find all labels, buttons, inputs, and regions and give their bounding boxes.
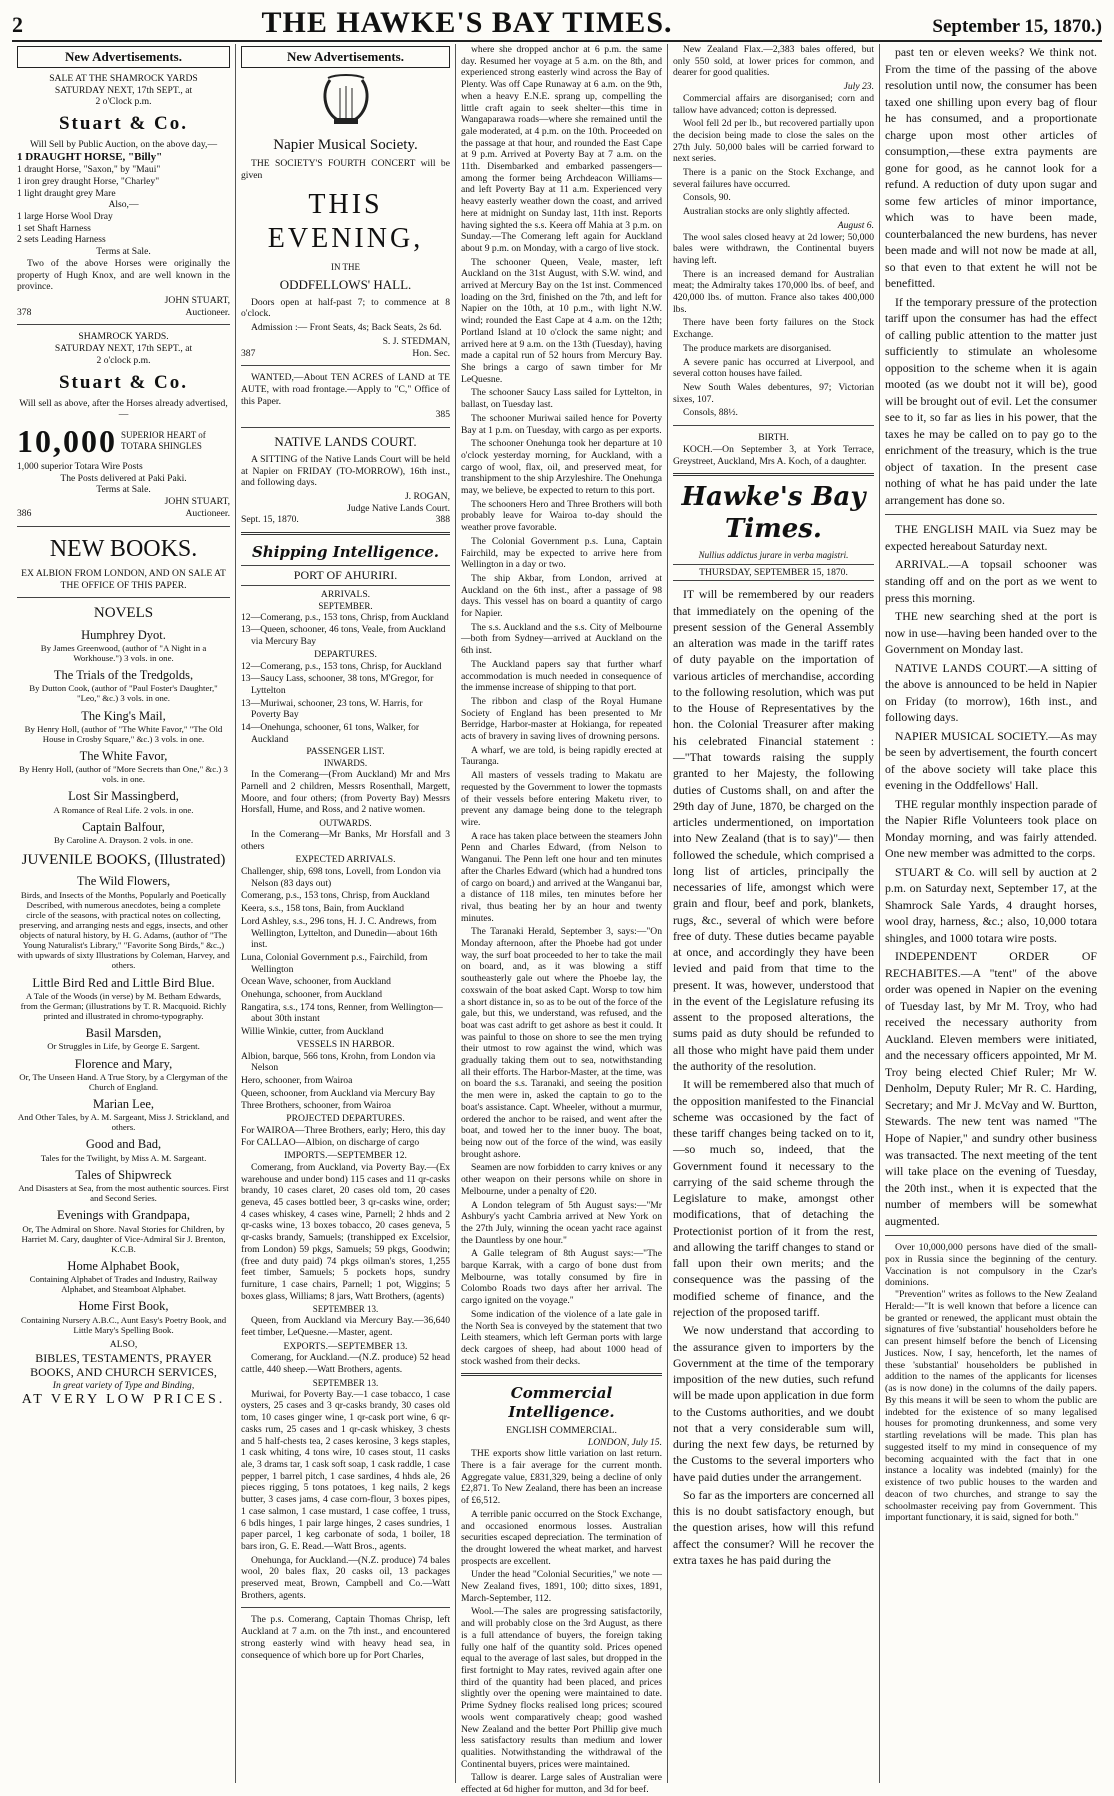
- ad-terms: Terms at Sale.: [96, 484, 151, 496]
- column-3: [456, 44, 668, 1796]
- book-desc: By Dutton Cook, (author of "Paul Foster's Daughter," "Leo," &c.) 3 vols. in one.: [29, 683, 218, 704]
- muriwai-text: Muriwai, for Poverty Bay.—1 case tobacco, 1 case oysters, 25 cases and 3 qr-casks brandy, 30 cases old tom, 10 cases ginger wine, 1 qr-cask port wine, 6 qr-casks rum, 25 cases and 1 qr-cask whiskey, 3 chests and 5 half-chests tea, 2 cases kerosine, 3 kegs staples, 1 cask whiting, 4 tons wire, 10 cases stout, 11 casks ale, 3 drams tar, 1 cask soft soap, 1 cask raddle, 1 case pepper, 1 barrel pitch, 1 case sardines, 4 hhds ale, 26 pieces rigging, 5 tons potatoes, 1 keg nails, 2 kegs butter, 3 cases jams, 4 case corn-flour, 3 boxes pipes, 1 case salmon, 1 case mustard, 1 case coffee, 1 truss, 6 bdls hinges, 1 pair large hinges, 2 cases sundries, 1 paper parcel, 1 keg carbonate of soda, 1 boiler, 18 bars iron, G. E. Read.—Watt Bros., agents.: [241, 1388, 450, 1552]
- news-item: ARRIVAL.—A topsail schooner was standing off and on the port as we went to press this morning.: [885, 557, 1097, 605]
- projected-head: PROJECTED DEPARTURES.: [286, 1113, 405, 1125]
- paragraph: The schooner Saucy Lass sailed for Lyttelton, in ballast, on Tuesday last.: [461, 387, 662, 411]
- book-title: The Wild Flowers,: [76, 874, 171, 889]
- book-desc: Containing Alphabet of Trades and Industry, Railway Alphabet, and Steamboat Alphabet.: [29, 1274, 218, 1295]
- imports-text: Comerang, from Auckland, via Poverty Bay.—(Ex warehouse and under bond) 115 cases and 11 qr-casks brandy, 10 cases claret, 20 cases old tom, 20 cases geneva, 45 cases bottled beer, 3 qr-casks wine, order; 4 cases whiskey, 4 cases wine, Parnell; 2 hhds and 2 qr-casks wine, 13 boxes tobacco, 20 cases geneva, 5 qr-casks brandy, Samuels; (transhipped ex Excelsior, from London) 59 pkgs, Samuels; 59 pkgs, Goodwin; (free and duty paid) 74 pkgs oilman's stores, 1,255 feet timber, Samuels; 5 pockets hops, sundry furniture, 1 case chairs, Parnell; 1 pot, Wiggins; 5 boxes glass, Williams; 8 jars, Watt Brothers, (agents): [241, 1161, 450, 1302]
- ad-time: 2 o'clock p.m.: [96, 354, 151, 366]
- paragraph: It will be remembered also that much of the opposition manifested to the Financial scheme was occasioned by the fact of these tariff changes being tacked on to it,—so much so, indeed, that the Government found it necessary to the carrying of the said scheme through the Legislature to make, amongst other modifications, that of detaching the Protectionist portion of it from the rest, and allowing the tariff changes to stand or fall upon their own merits; and the consequence was the passing of the modified scheme of finance, and the rejection of the proposed tariff.: [673, 1077, 874, 1319]
- list-item: Three Brothers, schooner, from Wairoa: [241, 1100, 391, 1112]
- paragraph: A race has taken place between the steamers John Penn and Charles Edward, (from Nelson to Wanganui. The Penn left one hour and ten minutes after the Charles Edward (which had a hundred tons of cargo on board,) and arrived at the Wanganui bar, a distance of 118 miles, ten minutes before her rival, thus beating her by an hour and twenty minutes.: [461, 830, 662, 924]
- paragraph: A wharf, we are told, is being rapidly erected at Tauranga.: [461, 744, 662, 768]
- paragraph: The schooner Muriwai sailed hence for Poverty Bay at 1 p.m. on Tuesday, with cargo as per exports.: [461, 412, 662, 436]
- paragraph: We now understand that according to the assurance given to importers by the Government at the time of the temporary imposition of the new duties, such refund will be made upon application in due form to the Customs authorities, and we doubt not that a very considerable sum will, during the next few days, be returned by the Customs to the several importers who have paid duties under the arrangement.: [673, 1323, 874, 1484]
- firm-name: Stuart & Co.: [58, 371, 189, 393]
- paragraph: The schooner Onehunga took her departure at 10 o'clock yesterday morning, for Auckland, with a cargo of wool, flax, oil, and preserved meat, for transhipment to the ship Arzyleshire. The Onehunga may, we believe, be expected to return to this port.: [461, 438, 662, 497]
- birth-notice: KOCH.—On September 3, at York Terrace, Greystreet, Auckland, Mrs A. Koch, of a daughter.: [673, 443, 874, 467]
- book-desc: Birds, and Insects of the Months, Popularly and Poetically Described, with numerous anecdotes, being a complete circle of the seasons, with practical notes on collecting, preserving, and arranging nests and eggs, insects, and other objects of natural history, by H. G. Adams, (author of "The Young Naturalist's Library," "Favorite Song Birds," &c.,) with upwards of sixty Illustrations by Coleman, Harvey, and others.: [17, 889, 230, 971]
- list-item: 1 DRAUGHT HORSE, "Billy": [17, 150, 163, 163]
- paragraph: New Zealand Flax.—2,383 bales offered, but only 550 sold, at lower prices for common, and dearer for good qualities.: [673, 44, 874, 79]
- ad-role: Hon. Sec.: [412, 347, 450, 359]
- music-hall: ODDFELLOWS' HALL.: [279, 276, 412, 292]
- paragraph: All masters of vessels trading to Makatu are requested by the Government to lower the topmasts of their vessels before entering Maketu river, to prevent any damage being done to the telegraph wire.: [461, 770, 662, 828]
- ad-also: Also,—: [108, 199, 139, 211]
- ad-role: Judge Native Lands Court.: [347, 502, 450, 514]
- outwards-head: OUTWARDS.: [319, 817, 372, 828]
- book-title: Humphrey Dyot.: [81, 627, 166, 642]
- ad-when: SATURDAY NEXT, 17th SEPT., at: [54, 84, 193, 96]
- paragraph: Wool.—The sales are progressing satisfactorily, and will probably close on the 3rd August, as there is a full attendance of buyers, the foreign taking fully one half of the quantity sold. Prices opened equal to the average of last sales, but dropped in the first fortnight to May rates, revived again after one third of the quantity had been placed, and prices slightly over the opening were maintained to date. Prime Sydney flocks realised long prices; scoured wools went comparatively cheap; good washed New Zealand and the better Port Phillip give much less satisfactory results than medium and lower qualities. Notwithstanding the withdrawal of the Continental buyers, prices were maintained.: [461, 1606, 662, 1770]
- column-1: [12, 44, 236, 1783]
- london-date: LONDON, July 15.: [587, 1436, 662, 1448]
- exports-text: Comerang, for Auckland.—(N.Z. produce) 52 head cattle, 440 sheep.—Watt Brothers, agents.: [241, 1352, 450, 1376]
- firm-name: Stuart & Co.: [58, 112, 189, 134]
- music-doors: Doors open at half-past 7; to commence at 8 o'clock.: [241, 296, 450, 320]
- list-item: 1 large Horse Wool Dray: [17, 211, 113, 223]
- book-title: Little Bird Red and Little Bird Blue.: [32, 975, 215, 990]
- columns: [12, 44, 1102, 1796]
- ad-terms: Terms at Sale.: [96, 246, 151, 258]
- list-item: 13—Saucy Lass, schooner, 38 tons, M'Gregor, for Lyttelton: [241, 673, 434, 696]
- paragraph: Over 10,000,000 persons have died of the small-pox in Russia since the beginning of the century. Vaccination is not compulsory in the Czar's dominions.: [885, 1242, 1097, 1289]
- ad-signer: J. ROGAN,: [404, 491, 450, 502]
- book-desc: Or, The Admiral on Shore. Naval Stories for Children, by Harriet M. Cary, daughter of Vice-Admiral Sir J. Brenton, K.C.B.: [21, 1223, 226, 1254]
- paragraph: A severe panic has occurred at Liverpool, and several cotton houses have failed.: [673, 356, 874, 380]
- issue-date: September 15, 1870.): [932, 16, 1102, 37]
- english-head: ENGLISH COMMERCIAL.: [506, 1424, 617, 1436]
- book-title: Home First Book,: [78, 1299, 169, 1314]
- music-admission: Admission :— Front Seats, 4s; Back Seats, 2s 6d.: [251, 322, 442, 334]
- novels-list: [17, 628, 230, 846]
- ad-note: Two of the above Horses were originally the property of Hugh Knox, and are well known in the province.: [17, 257, 230, 293]
- editorial-flag: Hawke's Bay Times.: [681, 482, 866, 544]
- departures-head: DEPARTURES.: [314, 648, 377, 660]
- inwards-head: INWARDS.: [323, 758, 368, 769]
- birth-head: BIRTH.: [758, 432, 789, 444]
- book-desc: By Henry Holl, (author of "The White Favor," "The Old House in Crosby Square," &c.) 3 vols. in one.: [24, 723, 223, 744]
- paragraph: The produce markets are disorganised.: [683, 342, 832, 354]
- wanted-ad: [241, 372, 450, 421]
- book-title: Evenings with Grandpapa,: [57, 1208, 190, 1223]
- books-also: ALSO,: [109, 1338, 138, 1350]
- books-variety: In great variety of Type and Binding,: [52, 1379, 195, 1391]
- arrivals-head: ARRIVALS.: [320, 589, 371, 601]
- book-title: Lost Sir Massingberd,: [68, 789, 179, 804]
- book-title: Captain Balfour,: [82, 819, 165, 834]
- editorial: [673, 586, 874, 1568]
- paragraph: Wool fell 2d per lb., but recovered partially upon the decision being made to close the sales on the 27th July. 50,000 bales will be carried forward to next series.: [673, 118, 874, 165]
- expected-list: [241, 866, 450, 1038]
- imports-head: IMPORTS.—SEPTEMBER 12.: [284, 1150, 407, 1162]
- list-item: Challenger, ship, 698 tons, Lovell, from London via Nelson (83 days out): [241, 866, 441, 889]
- list-item: 1 iron grey draught Horse, "Charley": [17, 175, 160, 187]
- news-item: STUART & Co. will sell by auction at 2 p.m. on Saturday next, September 17, at the Shamrock Sale Yards, 4 draught horses, wool dray, harness, &c.; also, 10,000 totara shingles, and 1000 totara wire posts.: [885, 864, 1097, 945]
- court-title: NATIVE LANDS COURT.: [274, 434, 417, 450]
- novels-heading: NOVELS: [93, 605, 154, 622]
- book-title: The Trials of the Tredgolds,: [53, 668, 194, 683]
- column-2: [236, 44, 456, 1783]
- music-in-the: IN THE: [330, 261, 361, 272]
- news-item: INDEPENDENT ORDER OF RECHABITES.—A "tent" of the above order was opened in Napier on the evening of Tuesday last, by Mr M. Troy, who had received the necessary authority from Auckland. Eleven members were initiated, and the necessary officers appointed, Mr M. Troy being elected Chief Ruler; Mr W. Denholm, Deputy Ruler; Mr R. C. Harding, Secretary; and Mr J. McVay and W. Burtton, Stewards. The new tent was named "The Hope of Napier," and sundry other business was transacted. The next meeting of the tent will take place on the evening of Tuesday, the 20th inst., when it is expected that the number of members will be somewhat augmented.: [885, 949, 1097, 1228]
- ad-title: SALE AT THE SHAMROCK YARDS: [49, 72, 198, 84]
- paragraph: IT will be remembered by our readers that immediately on the opening of the present session of the General Assembly an alteration was made in the tariff rates of duty payable on the importation of various articles of merchandise, according to the following resolution, which was put to the House of Representatives by the hon. the Colonial Treasurer after making his celebrated Financial statement :—"That towards raising the supply granted to her Majesty, the following duties of Customs shall, on and after the 29th day of June, 1870, be charged on the articles undermentioned, on importation into New Zealand (that is to say)"— then followed the schedule, which comprised a long list of articles, principally the necessaries of life, amongst which were grain and flour, beef and pork, blankets, rugs, &c., several of which were before free of duty. These duties became payable at once, and accordingly they have been levied and paid from that time to the present. It was, however, understood that in the event of the Legislature refusing its assent to the proposed alterations, the sums paid as duty should be refunded to all those who might have paid them under the authority of the resolution.: [673, 587, 874, 1074]
- book-title: The White Favor,: [79, 748, 168, 763]
- ad-time: 2 o'Clock p.m.: [95, 96, 152, 108]
- lyre-icon: [241, 74, 450, 130]
- ad-signer: JOHN STUART,: [164, 294, 230, 306]
- paragraph: "Prevention" writes as follows to the New Zealand Herald:—"It is well known that before a licence can be granted or renewed, the applicant must obtain the signatures of five 'substantial' householders before he can present himself before the bench of Licensing Justices. Now, I say, henceforth, let the names of these 'substantial' householders be published in addition to the names of the applicants for licenses (as is now done) in the columns of the daily papers. By this means it will be seen to whom the public are indebted for the existence of so many legalised houses for promoting drunkenness, and some very startling revelations will be made. This plan has suggested itself to my mind in consequence of my becoming acquainted with the fact that in one instance a locality was indebted (mainly) for the existence of two public houses to the warden and deacon of two churches, and strange to say the schoolmaster receiving pay from Government. This important functionary, it is said, signed for both.": [885, 1289, 1097, 1524]
- book-desc: Containing Nursery A.B.C., Aunt Easy's Poetry Book, and Little Mary's Spelling Book.: [20, 1314, 227, 1335]
- paragraph: past ten or eleven weeks? We think not. From the time of the passing of the above resolution until now, the consumer has been taxed one shilling upon every bag of flour he has consumed, and a proportionate charge upon most other articles of consumption,—these extra payments are gone for good, as he cannot look for a refund. A reduction of duty upon sugar and some few articles of minor importance, which was to have been made, counterbalanced the new burdens, has never been made and will not now be made at all, so that even to that extent he will not be benefitted.: [885, 45, 1097, 291]
- list-item: Albion, barque, 566 tons, Krohn, from London via Nelson: [241, 1050, 436, 1074]
- book-desc: Or Struggles in Life, by George E. Sargent.: [47, 1041, 200, 1052]
- paragraph: Under the head "Colonial Securities," we note —New Zealand fives, 1891, 100; ditto sixes, 1891, March-September, 112.: [461, 1569, 662, 1604]
- books-sub: EX ALBION FROM LONDON, AND ON SALE AT THE OFFICE OF THIS PAPER.: [21, 567, 226, 591]
- ad-role: Auctioneer.: [185, 507, 230, 519]
- news-item: NATIVE LANDS COURT.—A sitting of the above is announced to be held in Napier on Friday (to morrow), 16th inst., and following days.: [885, 660, 1097, 725]
- outwards-text: In the Comerang—Mr Banks, Mr Horsfall and 3 others: [241, 828, 450, 852]
- list-item: Lord Ashley, s.s., 296 tons, H. J. C. Andrews, from Wellington, Lyttelton, and Dunedin—about 16th inst.: [241, 915, 438, 951]
- book-title: Basil Marsden,: [85, 1026, 162, 1041]
- page-header: [12, 6, 1102, 42]
- paragraph: New South Wales debentures, 97; Victorian sixes, 107.: [673, 381, 874, 405]
- music-title: Napier Musical Society.: [273, 136, 418, 153]
- column-4: [668, 44, 880, 1783]
- list-item: Rangatira, s.s., 174 tons, Renner, from Wellington—about 30th instant: [241, 1001, 443, 1025]
- paragraph: The wool sales closed heavy at 2d lower; 50,000 bales were withdrawn, the Continental buyers having left.: [673, 231, 874, 266]
- paragraph: The schooner Queen, Veale, master, left Auckland on the 31st August, with S.W. wind, and arrived at Mercury Bay on the 1st inst. Commenced loading on the 3rd, finished on the 7th, and left for Napier on the 10th, at 10 p.m., with light N.W. wind; rounded the East Cape at 4 a.m. on the 12th; Portland Island at 10 o'clock the same night; and arrived here at 9 a.m. on the 13th (Tuesday), having made a capital run of 52 hours from Mercury Bay. She brings a cargo of sawn timber for Mr LeQuesne.: [461, 256, 662, 385]
- masthead: THE HAWKE'S BAY TIMES.: [261, 6, 673, 39]
- list-item: 1 draught Horse, "Saxon," by "Maui": [17, 164, 161, 176]
- motto: Nullius addictus jurare in verba magistri.: [698, 549, 849, 560]
- list-item: Luna, Colonial Government p.s., Fairchild, from Wellington: [241, 951, 428, 975]
- list-item: Keera, s.s., 158 tons, Bain, from Auckland: [241, 903, 405, 915]
- paragraph: Consols, 90.: [683, 192, 731, 204]
- commercial-title: Commercial Intelligence.: [508, 1384, 615, 1421]
- paragraph: A Galle telegram of 8th August says:—"The barque Karrak, with a cargo of bone dust from Melbourne, was totally consumed by fire in Colombo Roads two days after her arrival. The cargo ignited on the voyage.": [461, 1248, 662, 1307]
- paragraph: A terrible panic occurred on the Stock Exchange, and occasioned enormous losses. Australian securities escaped depreciation. The termination of the drought lowered the wheat market, and harvest prospects are excellent.: [461, 1508, 662, 1567]
- book-desc: A Romance of Real Life. 2 vols. in one.: [53, 804, 194, 815]
- paragraph: There is a panic on the Stock Exchange, and several failures have occurred.: [673, 167, 874, 190]
- book-title: Good and Bad,: [85, 1137, 162, 1152]
- book-desc: By Caroline A. Drayson. 2 vols. in one.: [53, 835, 194, 846]
- list-item: Comerang, p.s., 153 tons, Chrisp, from Auckland: [241, 890, 430, 902]
- paragraph: THE exports show little variation on last return. There is a fair average for the current month. Aggregate value, £831,329, being a decline of only £2,871. To New Zealand, there has been an increase of £6,512.: [461, 1448, 662, 1507]
- sept13-head: SEPTEMBER 13.: [312, 1304, 379, 1315]
- news-item: THE ENGLISH MAIL via Suez may be expected hereabout Saturday next.: [885, 522, 1097, 553]
- book-title: Marian Lee,: [92, 1096, 155, 1111]
- books-prices: AT VERY LOW PRICES.: [21, 1392, 226, 1408]
- paragraph: If the temporary pressure of the protection tariff upon the consumer has had the effect of calling public attention to the matter just sufficiently to stimulate an wholesome opposition to the scheme when it is again mooted (as we doubt not it will be), good will be brought out of evil. Let the consumer see to it, so far as lies in his power, that the taxes he may be called on to pay go to the enrichment of the treasury, which is the true object of taxation. In the present case nothing of what he has paid under the late arrangement has done so.: [885, 294, 1097, 507]
- book-title: Florence and Mary,: [74, 1056, 173, 1071]
- music-ad: [241, 74, 450, 359]
- list-item: 1 light draught grey Mare: [17, 187, 116, 199]
- list-item: For CALLAO—Albion, on discharge of cargo: [241, 1137, 420, 1149]
- book-desc: By James Greenwood, (author of "A Night in a Workhouse.") 3 vols. in one.: [40, 642, 207, 663]
- shipping-section: [241, 543, 450, 1661]
- sept13-text: Queen, from Auckland via Mercury Bay.—36,640 feet timber, LeQuesne.—Master, agent.: [241, 1315, 450, 1338]
- list-item: 13—Muriwai, schooner, 23 tons, W. Harris, for Poverty Bay: [241, 697, 423, 721]
- news-item: THE new searching shed at the port is now in use—having been handed over to the Government on Monday last.: [885, 609, 1097, 657]
- ad-number: 385: [435, 409, 450, 421]
- paragraph: Seamen are now forbidden to carry knives or any other weapon on their persons while on shore in Melbourne, under a penalty of £20.: [461, 1162, 662, 1197]
- big-number: 10,000: [17, 423, 117, 460]
- news-date: July 23.: [843, 81, 874, 93]
- ad-signer: S. J. STEDMAN,: [382, 335, 450, 347]
- editorial-date: THURSDAY, SEPTEMBER 15, 1870.: [673, 564, 874, 582]
- list-item: Queen, schooner, from Auckland via Mercury Bay: [241, 1087, 436, 1099]
- comerang-text: The p.s. Comerang, Captain Thomas Chrisp, left Auckland at 7 a.m. on the 7th inst., and encountered strong easterly wind with heavy head sea, in consequence of which bore up for Port Charles,: [241, 1614, 450, 1661]
- list-item: Ocean Wave, schooner, from Auckland: [241, 976, 391, 988]
- list-item: Onehunga, schooner, from Auckland: [241, 989, 383, 1001]
- music-evening: THIS EVENING,: [267, 188, 424, 254]
- paragraph: Consols, 88½.: [683, 407, 738, 419]
- list-item: Willie Winkie, cutter, from Auckland: [241, 1026, 384, 1038]
- ad-title: SHAMROCK YARDS.: [78, 331, 169, 343]
- news-item: NAPIER MUSICAL SOCIETY.—As may be seen by advertisement, the fourth concert of the above society will take place this evening in the Oddfellows' Hall.: [885, 728, 1097, 793]
- paragraph: The Auckland papers say that further wharf accommodation is much needed in consequence of the immense increase of shipping to that port.: [461, 658, 662, 694]
- ad-posts: 1,000 superior Totara Wire Posts: [17, 461, 143, 473]
- books-title: NEW BOOKS.: [49, 535, 198, 562]
- paragraph: There is an increased demand for Australian meat; the Admiralty takes 170,000 lbs. of beef, and 420,000 lbs. of mutton. France also takes 400,000 lbs.: [673, 268, 874, 315]
- ad-delivered: The Posts delivered at Paki Paki.: [60, 472, 187, 484]
- list-item: For WAIROA—Three Brothers, early; Hero, this day: [241, 1124, 446, 1136]
- section-heading: New Advertisements.: [17, 46, 230, 68]
- book-desc: A Tale of the Woods (in verse) by M. Betham Edwards, from the German; (illustrations by T. R. Macquoid. Richly printed and illustrated in chromo-typography.: [20, 990, 227, 1022]
- news-item: THE regular monthly inspection parade of the Napier Rifle Volunteers took place on Monday morning, and was fairly attended. One new member was admitted to the corps.: [885, 796, 1097, 861]
- local-news: [885, 521, 1097, 1229]
- expected-head: EXPECTED ARRIVALS.: [295, 854, 396, 866]
- exports-head: EXPORTS.—SEPTEMBER 13.: [283, 1340, 408, 1352]
- page-number: 2: [12, 12, 23, 37]
- paragraph: where she dropped anchor at 6 p.m. the same day. Resumed her voyage at 5 a.m. on the 8th, and experienced strong easterly wind across the Bay of Plenty. Was off Cape Runaway at 6 a.m. on the 9th, when a heavy E.N.E. sprang up, compelling the little craft again to seek shelter—this time in Wangaparawa roads—where she remained until the gale moderated, at 4 p.m. on the 10th. Proceeded on the passage at that hour, and rounded the East Cape at 9 p.m. Arrived at Poverty Bay at 7 a.m. on the 11th. Disembarked and embarked passengers—among the former being Archdeacon Williams—and left Poverty Bay at 11 a.m. Experienced very heavy easterly weather down the coast, and arrived here at midnight on Sunday last, 11th inst. Reports having sighted the s.s. Keera off Mahia at 3 p.m. on Sunday.—The Comerang left again for Auckland about 9 p.m. on Monday, with a cargo of live stock.: [461, 44, 662, 254]
- shipping-title: Shipping Intelligence.: [251, 543, 440, 562]
- paragraph: The ship Akbar, from London, arrived at Auckland on the 6th inst., after a passage of 98 days. This vessel has on board a quantity of cargo for Napier.: [461, 572, 662, 620]
- ad-signer: JOHN STUART,: [164, 496, 230, 508]
- list-item: 2 sets Leading Harness: [17, 234, 106, 246]
- paragraph: Commercial affairs are disorganised; corn and tallow have advanced; cotton is depressed.: [673, 92, 874, 116]
- music-line: THE SOCIETY'S FOURTH CONCERT will be given: [241, 158, 450, 181]
- shipping-news: [461, 44, 662, 1367]
- list-item: 14—Onehunga, schooner, 61 tons, Walker, for Auckland: [241, 722, 420, 745]
- paragraph: The Taranaki Herald, September 3, says:—"On Monday afternoon, after the Phoebe had got under way, the surf boat proceeded to her to take the mail on board, and, as it was blowing a stiff southeasterly gale out where the Phoebe lay, the coxswain of the boat asked Capt. Worsp to tow him a short distance in, so as to be out of the force of the gale, but this, we understand, was refused, and the boat was cast adrift to get ashore as best it could. It was painful to those on shore to see the men trying their utmost to row against the wind, which was gradually taking them out to sea, notwithstanding all their efforts. The Harbor-Master, at the time, was on board the s.s. Taranaki, and seeing the position the men were in, asked the captain to go to the boat's assistance. Capt. Wheeler, without a murmur, ordered the anchor to be raised, and went after the boat, and towed her to the inner buoy. The boat, being now out of the force of the wind, was easily brought ashore.: [461, 926, 662, 1160]
- passenger-head: PASSENGER LIST.: [306, 746, 385, 758]
- onehunga-text: Onehunga, for Auckland.—(N.Z. produce) 74 bales wool, 20 bales flax, 20 casks oil, 13 packages preserved meat, Brown, Campbell and Co.—Watt Brothers, agents.: [241, 1554, 450, 1601]
- book-desc: And Disasters at Sea, from the most authentic sources. First and Second Series.: [18, 1183, 229, 1204]
- paragraph: Australian stocks are only slightly affected.: [683, 206, 850, 218]
- book-title: Home Alphabet Book,: [67, 1258, 180, 1273]
- paragraph: So far as the importers are concerned all this is no doubt satisfactory enough, but the question arises, how will this refund affect the consumer? Will he recover the extra taxes he has paid during the: [673, 1487, 874, 1567]
- juvenile-heading: JUVENILE BOOKS, (Illustrated): [21, 852, 226, 869]
- books-bibles: BIBLES, TESTAMENTS, PRAYER BOOKS, AND CHURCH SERVICES,: [30, 1350, 217, 1380]
- paragraph: The schooners Hero and Three Brothers will both probably leave for Wairoa to-day should the weather prove favorable.: [461, 498, 662, 534]
- court-ad: [241, 434, 450, 526]
- ad-number: 386: [17, 507, 32, 519]
- paragraph: Tallow is dearer. Large sales of Australian were effected at 6d higher for mutton, and 3d for beef.: [461, 1772, 662, 1796]
- column-5: [880, 44, 1102, 1783]
- port-title: PORT OF AHURIRI.: [241, 565, 450, 586]
- auction-ad-1: [17, 73, 230, 319]
- harbor-head: VESSELS IN HARBOR.: [296, 1038, 395, 1050]
- list-item: 13—Queen, schooner, 46 tons, Veale, from Auckland via Mercury Bay: [241, 624, 446, 648]
- paragraph: The Colonial Government p.s. Luna, Captain Fairchild, may be expected to arrive here from Wellington in a day or two.: [461, 535, 662, 571]
- court-text: A SITTING of the Native Lands Court will be held at Napier on FRIDAY (TO-MORROW), 16th inst., and following days.: [241, 453, 450, 489]
- book-title: The King's Mail,: [81, 708, 166, 723]
- book-desc: Or, The Unseen Hand. A True Story, by a Clergyman of the Church of England.: [19, 1071, 228, 1092]
- ad-role: Auctioneer.: [185, 306, 230, 318]
- sept13-head: SEPTEMBER 13.: [312, 1377, 379, 1388]
- juvenile-list: [17, 874, 230, 1334]
- wanted-text: WANTED,—About TEN ACRES of LAND at TE AUTE, with road frontage.—Apply to "C," Office of this Paper.: [241, 372, 450, 407]
- list-item: Hero, schooner, from Wairoa: [241, 1074, 353, 1086]
- book-title: Tales of Shipwreck: [75, 1167, 172, 1182]
- book-desc: Tales for the Twilight, by Miss A. M. Sargeant.: [40, 1152, 207, 1163]
- ad-intro: Will sell as above, after the Horses already advertised,—: [19, 397, 228, 421]
- book-desc: And Other Tales, by A. M. Sargeant, Miss J. Strickland, and others.: [17, 1112, 230, 1133]
- harbor-list: [241, 1051, 450, 1113]
- paragraph: Some indication of the violence of a late gale in the North Sea is conveyed by the statement that two Leith steamers, which left German ports with large deck cargoes of sheep, had about 1000 head of stock washed from their decks.: [461, 1308, 662, 1367]
- ad-when: SATURDAY NEXT, 17th SEPT., at: [54, 343, 193, 355]
- big-desc: SUPERIOR HEART of TOTARA SHINGLES: [121, 430, 206, 452]
- news-date: August 6.: [837, 219, 874, 231]
- ad-date: Sept. 15, 1870.: [241, 514, 299, 526]
- book-desc: By Henry Holl, (author of "More Secrets than One," &c.) 3 vols. in one.: [19, 764, 228, 785]
- list-item: 1 set Shaft Harness: [17, 222, 91, 234]
- ad-number: 378: [17, 306, 32, 318]
- ad-intro: Will Sell by Public Auction, on the above day,—: [29, 139, 218, 151]
- ad-number: 387: [241, 347, 256, 359]
- list-item: 12—Comerang, p.s., 153 tons, Chrisp, for Auckland: [241, 660, 442, 672]
- paragraph: A London telegram of 5th August says:—"Mr Ashbury's yacht Cambria arrived at New York on the 27th July, winning the ocean yacht race against the Dauntless by one hour.": [461, 1199, 662, 1246]
- inwards-text: In the Comerang—(From Auckland) Mr and Mrs Parnell and 2 children, Messrs Rosenthall, Margett, Moore, and four others; (from Poverty Bay) Messrs Horsfall, Hume, and Ross, and 2 native women.: [241, 769, 450, 816]
- auction-ad-2: [17, 331, 230, 519]
- month-head: SEPTEMBER.: [318, 600, 373, 611]
- commercial-news: [461, 1448, 662, 1795]
- list-item: 12—Comerang, p.s., 153 tons, Chrisp, from Auckland: [241, 611, 449, 623]
- paragraph: There have been forty failures on the Stock Exchange.: [673, 317, 874, 341]
- books-ad: [17, 535, 230, 1409]
- ad-number: 388: [435, 514, 450, 526]
- paragraph: The ribbon and clasp of the Royal Humane Society of England has been presented to Mr Berridge, Harbor-master at Hokianga, for repeated acts of bravery in saving lives of drowning persons.: [461, 695, 662, 743]
- section-heading: New Advertisements.: [241, 46, 450, 68]
- paragraph: The s.s. Auckland and the s.s. City of Melbourne—both from Sydney—arrived at Auckland on the 6th inst.: [461, 621, 662, 657]
